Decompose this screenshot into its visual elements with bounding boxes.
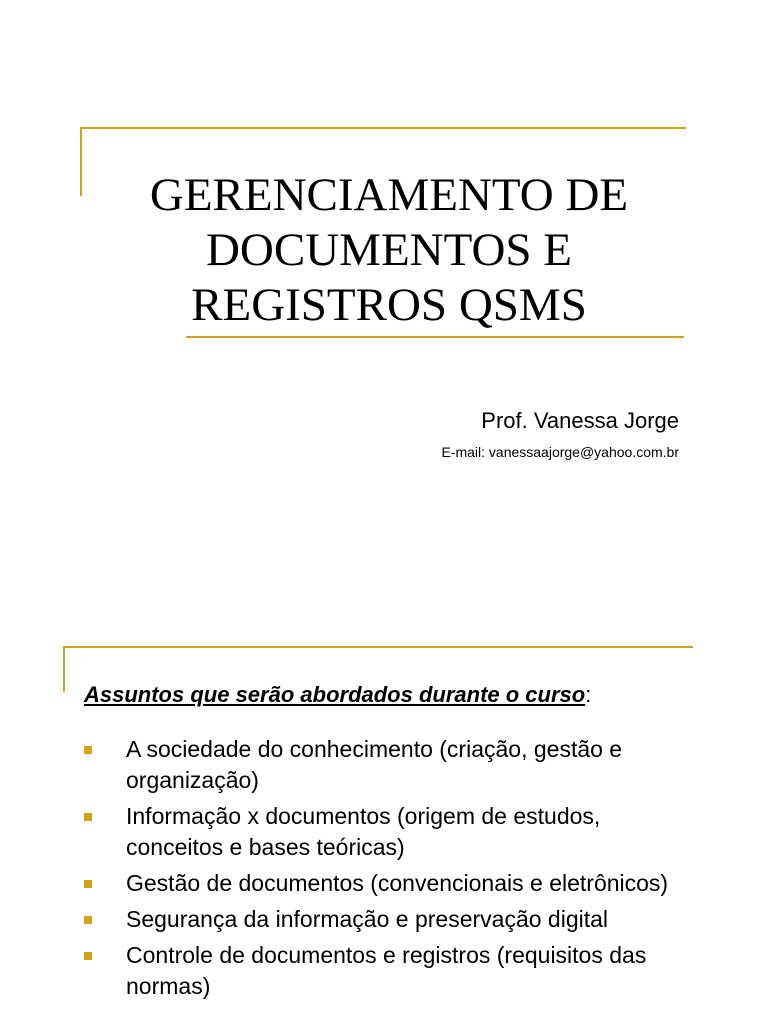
decorative-rule-left: [80, 127, 82, 196]
topics-list: [82, 734, 702, 1007]
square-bullet-icon: [84, 952, 92, 960]
topics-slide: [0, 630, 768, 1024]
author-email: E-mail: vanessaajorge@yahoo.com.br: [441, 444, 679, 460]
square-bullet-icon: [84, 813, 92, 821]
title-line: GERENCIAMENTO DE: [149, 169, 629, 221]
list-item-text: Segurança da informação e preservação digital: [126, 906, 609, 932]
title-line: REGISTROS QSMS: [191, 279, 587, 331]
square-bullet-icon: [84, 880, 92, 888]
list-item-text: Controle de documentos e registros (requisitos das normas): [126, 942, 647, 999]
decorative-rule-top: [80, 127, 686, 129]
list-item: [82, 734, 702, 796]
list-item-text: Informação x documentos (origem de estudos, conceitos e bases teóricas): [126, 803, 601, 860]
list-item: [82, 904, 702, 935]
author-name: Prof. Vanessa Jorge: [481, 408, 679, 433]
decorative-rule-left: [63, 646, 65, 692]
list-item: [82, 868, 702, 899]
list-item: [82, 940, 702, 1002]
square-bullet-icon: [84, 916, 92, 924]
decorative-rule-bottom: [186, 336, 684, 338]
topics-heading-colon: :: [585, 682, 592, 707]
slide-title: [84, 168, 694, 333]
list-item-text: Gestão de documentos (convencionais e eletrônicos): [126, 870, 669, 896]
square-bullet-icon: [84, 746, 92, 754]
title-line: DOCUMENTOS E: [205, 224, 573, 276]
list-item-text: A sociedade do conhecimento (criação, gestão e organização): [126, 736, 623, 793]
topics-heading-text: Assuntos que serão abordados durante o curso: [84, 682, 586, 707]
list-item: [82, 801, 702, 863]
decorative-rule-top: [63, 646, 693, 648]
topics-heading: [84, 682, 591, 708]
